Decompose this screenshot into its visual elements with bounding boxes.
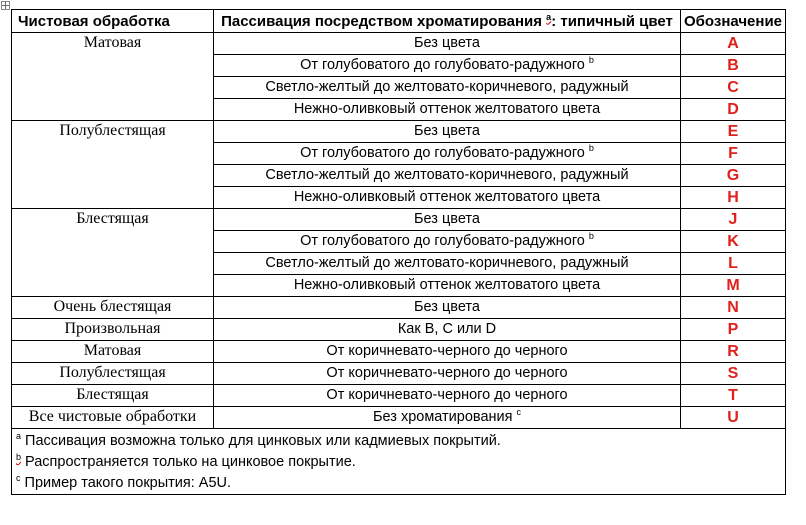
designation-code: A bbox=[681, 33, 786, 55]
passivation-cell bbox=[214, 77, 681, 99]
finish-cell: Полублестящая bbox=[12, 121, 214, 209]
designation-code: N bbox=[681, 297, 786, 319]
passivation-text: Без цвета bbox=[414, 211, 480, 227]
header-passivation-sup: a bbox=[546, 11, 552, 22]
designation-code: M bbox=[681, 275, 786, 297]
footnote-text: Пассивация возможна только для цинковых или кадмиевых покрытий. bbox=[21, 433, 501, 449]
footnotes-row bbox=[12, 429, 786, 495]
designation-code: D bbox=[681, 99, 786, 121]
footnote-text: Распространяется только на цинковое покрытие. bbox=[21, 454, 356, 470]
passivation-cell bbox=[214, 407, 681, 429]
footnote-ref: b bbox=[588, 55, 594, 65]
passivation-text: Нежно-оливковый оттенок желтоватого цвета bbox=[293, 277, 601, 293]
table-row bbox=[12, 407, 786, 429]
passivation-text: От голубоватого до голубовато-радужного bbox=[300, 145, 585, 161]
footnote-a bbox=[16, 431, 785, 452]
finish-cell: Матовая bbox=[12, 341, 214, 363]
designation-code: L bbox=[681, 253, 786, 275]
passivation-cell bbox=[214, 231, 681, 253]
passivation-text: Как B, C или D bbox=[397, 321, 497, 337]
footnote-b bbox=[16, 452, 785, 473]
header-passivation-text: Пассивация посредством хроматирования bbox=[221, 12, 542, 30]
designation-code: K bbox=[681, 231, 786, 253]
designation-code: B bbox=[681, 55, 786, 77]
passivation-text: Без цвета bbox=[414, 123, 480, 139]
passivation-cell bbox=[214, 33, 681, 55]
passivation-text: От голубоватого до голубовато-радужного bbox=[300, 233, 585, 249]
passivation-text: Светло-желтый до желтовато-коричневого, радужный bbox=[265, 255, 629, 271]
passivation-text: Без цвета bbox=[414, 35, 480, 51]
header-passivation-suffix: : типичный цвет bbox=[551, 12, 673, 30]
table-row bbox=[12, 297, 786, 319]
passivation-text: От голубоватого до голубовато-радужного bbox=[300, 57, 585, 73]
table-row bbox=[12, 33, 786, 55]
table-row bbox=[12, 341, 786, 363]
passivation-text: От коричневато-черного до черного bbox=[326, 387, 568, 403]
designation-code: H bbox=[681, 187, 786, 209]
footnote-ref: c bbox=[516, 407, 521, 417]
passivation-cell bbox=[214, 143, 681, 165]
finish-cell: Произвольная bbox=[12, 319, 214, 341]
passivation-text: Светло-желтый до желтовато-коричневого, радужный bbox=[265, 167, 629, 183]
passivation-cell bbox=[214, 55, 681, 77]
table-row bbox=[12, 121, 786, 143]
finish-cell: Все чистовые обработки bbox=[12, 407, 214, 429]
footnote-text: Пример такого покрытия: A5U. bbox=[20, 475, 232, 491]
passivation-cell bbox=[214, 121, 681, 143]
footnote-mark: b bbox=[16, 452, 22, 462]
finish-cell: Очень блестящая bbox=[12, 297, 214, 319]
passivation-text: От коричневато-черного до черного bbox=[326, 343, 568, 359]
footnotes-cell bbox=[12, 429, 786, 495]
passivation-text: Без цвета bbox=[414, 299, 480, 315]
passivation-cell bbox=[214, 187, 681, 209]
designation-code: T bbox=[681, 385, 786, 407]
designation-code: G bbox=[681, 165, 786, 187]
footnote-ref: b bbox=[588, 231, 594, 241]
footnote-c bbox=[16, 473, 785, 494]
passivation-cell bbox=[214, 297, 681, 319]
passivation-cell bbox=[214, 253, 681, 275]
passivation-cell bbox=[214, 385, 681, 407]
header-passivation bbox=[214, 10, 681, 33]
passivation-text: Светло-желтый до желтовато-коричневого, радужный bbox=[265, 79, 629, 95]
finish-cell: Блестящая bbox=[12, 209, 214, 297]
designation-code: S bbox=[681, 363, 786, 385]
table-row bbox=[12, 385, 786, 407]
designation-code: P bbox=[681, 319, 786, 341]
finish-cell: Блестящая bbox=[12, 385, 214, 407]
table-row bbox=[12, 209, 786, 231]
header-finish: Чистовая обработка bbox=[12, 10, 214, 33]
passivation-text: Нежно-оливковый оттенок желтоватого цвета bbox=[293, 101, 601, 117]
finish-cell: Матовая bbox=[12, 33, 214, 121]
chromate-passivation-table bbox=[11, 9, 786, 495]
passivation-text: Нежно-оливковый оттенок желтоватого цвета bbox=[293, 189, 601, 205]
passivation-cell bbox=[214, 363, 681, 385]
passivation-cell bbox=[214, 319, 681, 341]
passivation-cell bbox=[214, 99, 681, 121]
footnote-mark: a bbox=[16, 431, 22, 441]
finish-cell: Полублестящая bbox=[12, 363, 214, 385]
passivation-cell bbox=[214, 165, 681, 187]
table-move-handle-icon[interactable] bbox=[1, 1, 10, 10]
passivation-cell bbox=[214, 209, 681, 231]
header-row bbox=[12, 10, 786, 33]
designation-code: E bbox=[681, 121, 786, 143]
designation-code: F bbox=[681, 143, 786, 165]
header-designation: Обозначение bbox=[681, 10, 786, 33]
table-row bbox=[12, 363, 786, 385]
table-row bbox=[12, 319, 786, 341]
designation-code: R bbox=[681, 341, 786, 363]
footnote-mark: c bbox=[16, 473, 21, 483]
passivation-text: Без хроматирования bbox=[373, 409, 513, 425]
designation-code: C bbox=[681, 77, 786, 99]
designation-code: J bbox=[681, 209, 786, 231]
designation-code: U bbox=[681, 407, 786, 429]
passivation-cell bbox=[214, 341, 681, 363]
passivation-cell bbox=[214, 275, 681, 297]
footnote-ref: b bbox=[588, 143, 594, 153]
passivation-text: От коричневато-черного до черного bbox=[326, 365, 568, 381]
